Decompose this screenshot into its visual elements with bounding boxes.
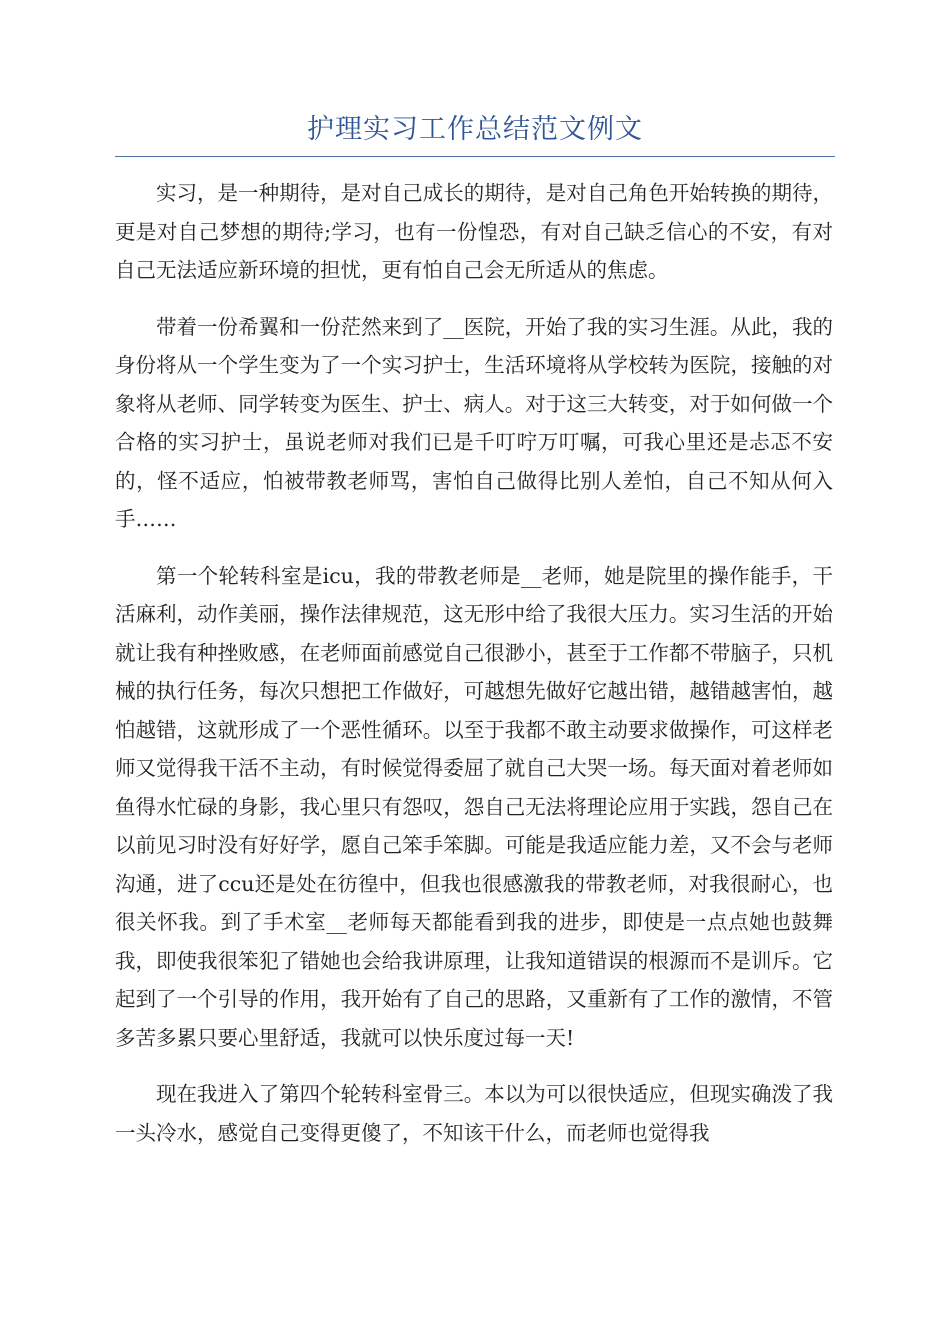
paragraph-4: 现在我进入了第四个轮转科室骨三。本以为可以很快适应，但现实确泼了我一头冷水，感觉自己变得更傻了，不知该干什么，而老师也觉得我 <box>115 1082 833 1145</box>
document-title: 护理实习工作总结范文例文 <box>307 114 643 145</box>
paragraph-1: 实习，是一种期待，是对自己成长的期待，是对自己角色开始转换的期待，更是对自己梦想的期待;学习，也有一份惶恐，有对自己缺乏信心的不安，有对自己无法适应新环境的担忧，更有怕自己会无所适从的焦虑。 <box>115 181 833 282</box>
paragraph-3: 第一个轮转科室是icu，我的带教老师是__老师，她是院里的操作能手，干活麻利，动作美丽，操作法律规范，这无形中给了我很大压力。实习生活的开始就让我有种挫败感，在老师面前感觉自己很渺小，甚至于工作都不带脑子，只机械的执行任务，每次只想把工作做好，可越想先做好它越出错，越错越害怕，越怕越错，这就形成了一个恶性循环。以至于我都不敢主动要求做操作，可这样老师又觉得我干活不主动，有时候觉得委屈了就自己大哭一场。每天面对着老师如鱼得水忙碌的身影，我心里只有怨叹，怨自己无法将理论应用于实践，怨自己在以前见习时没有好好学，愿自己笨手笨脚。可能是我适应能力差，又不会与老师沟通，进了ccu还是处在彷徨中，但我也很感激我的带教老师，对我很耐心，也很关怀我。到了手术室__老师每天都能看到我的进步，即使是一点点她也鼓舞我，即使我很笨犯了错她也会给我讲原理，让我知道错误的根源而不是训斥。它起到了一个引导的作用，我开始有了自己的思路，又重新有了工作的激情，不管多苦多累只要心里舒适，我就可以快乐度过每一天! <box>115 563 833 1050</box>
document-body <box>115 174 833 1170</box>
paragraph-2: 带着一份希翼和一份茫然来到了__医院，开始了我的实习生涯。从此，我的身份将从一个学生变为了一个实习护士，生活环境将从学校转为医院，接触的对象将从老师、同学转变为医生、护士、病人。对于这三大转变，对于如何做一个合格的实习护士，虽说老师对我们已是千叮咛万叮嘱，可我心里还是忐忑不安的，怪不适应，怕被带教老师骂，害怕自己做得比别人差怕，自己不知从何入手…… <box>115 314 833 531</box>
title-block <box>115 104 835 157</box>
